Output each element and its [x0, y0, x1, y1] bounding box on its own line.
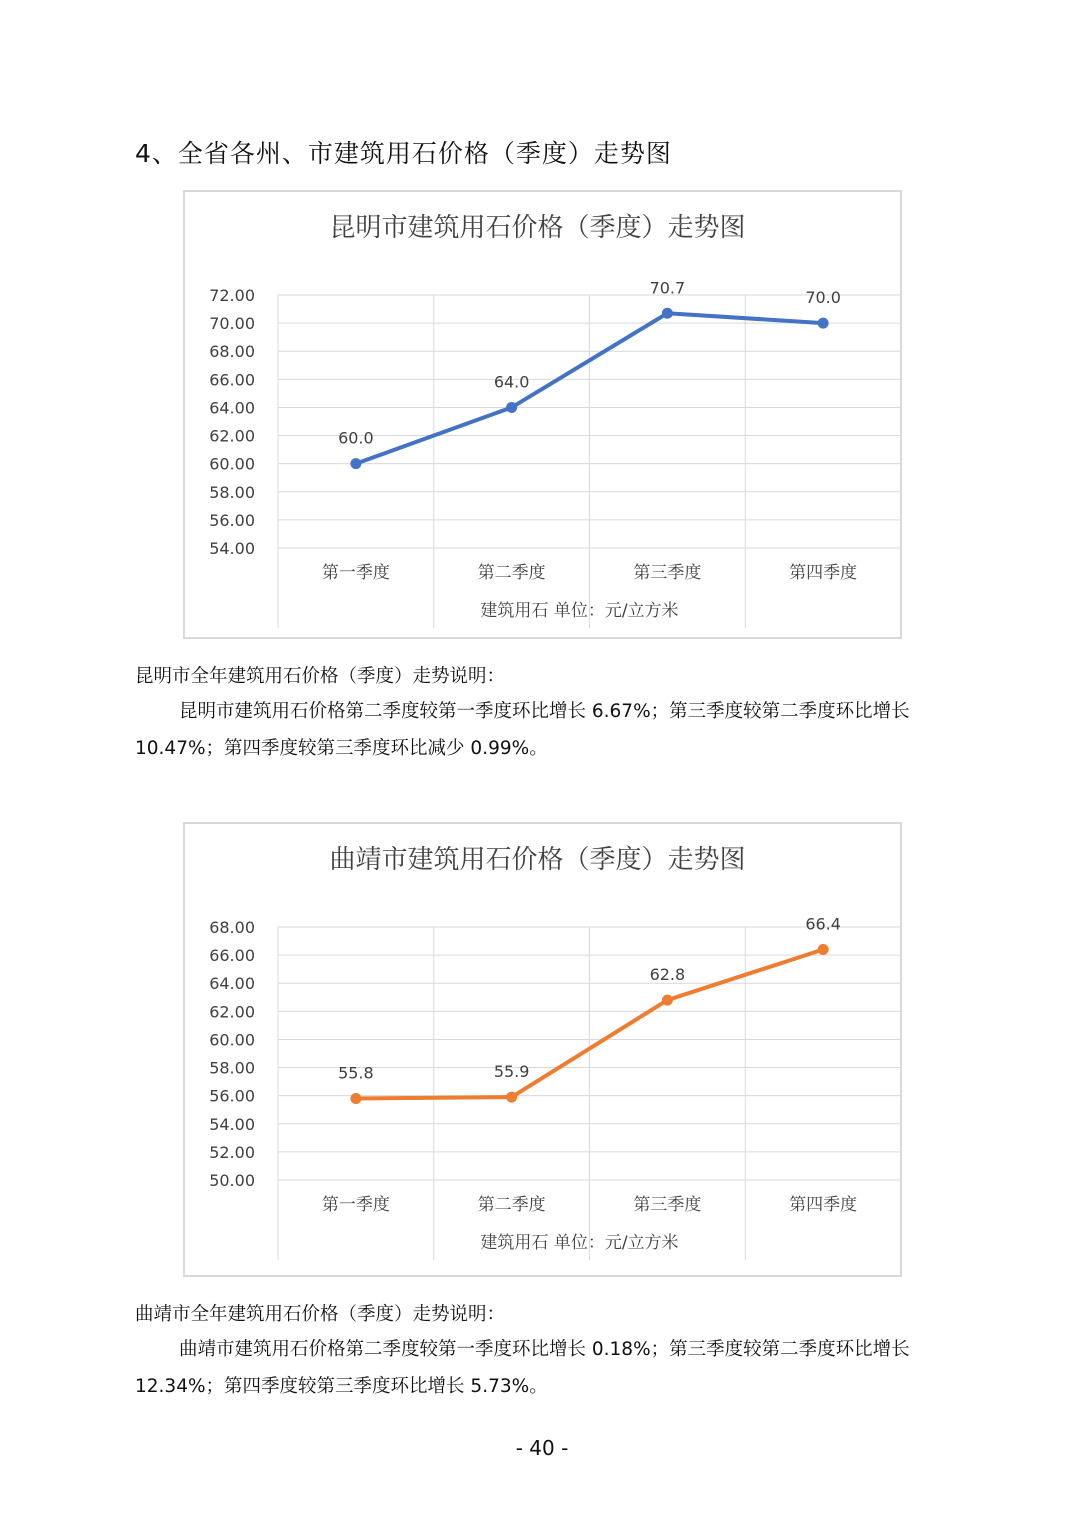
data-point [818, 944, 829, 955]
y-tick-label: 62.00 [209, 426, 255, 446]
x-tick-label: 第四季度 [789, 563, 858, 583]
kunming-note-body: 昆明市建筑用石价格第二季度较第一季度环比增长 6.67%；第三季度较第二季度环比增长 10.47%；第四季度较第三季度环比减少 0.99%。 [135, 701, 910, 759]
kunming-note-title: 昆明市全年建筑用石价格（季度）走势说明： [135, 666, 506, 687]
x-tick-label: 第二季度 [477, 1195, 546, 1215]
y-tick-label: 66.00 [209, 370, 255, 390]
x-axis-title: 建筑用石 单位：元/立方米 [480, 1233, 679, 1253]
y-tick-label: 58.00 [209, 1058, 255, 1078]
x-tick-label: 第一季度 [321, 1195, 390, 1215]
data-label: 66.4 [805, 914, 841, 934]
y-tick-label: 64.00 [209, 398, 255, 418]
data-point [350, 458, 361, 469]
chart-title: 昆明市建筑用石价格（季度）走势图 [329, 213, 746, 243]
data-point [350, 1093, 361, 1104]
page-heading: 4、全省各州、市建筑用石价格（季度）走势图 [135, 139, 672, 168]
data-label: 55.8 [338, 1063, 374, 1083]
data-label: 55.9 [493, 1062, 530, 1082]
data-label: 70.0 [805, 288, 841, 308]
y-tick-label: 68.00 [209, 918, 255, 937]
y-tick-label: 54.00 [209, 1114, 255, 1134]
x-axis-title: 建筑用石 单位：元/立方米 [480, 601, 679, 621]
data-point [662, 308, 673, 319]
chart-title: 曲靖市建筑用石价格（季度）走势图 [329, 845, 746, 875]
chart-svg [185, 192, 900, 637]
data-point [818, 318, 829, 329]
data-label: 70.7 [649, 278, 686, 298]
y-tick-label: 50.00 [209, 1171, 255, 1190]
data-point [662, 995, 673, 1006]
qujing-chart [183, 822, 902, 1277]
x-tick-label: 第三季度 [633, 1195, 702, 1215]
qujing-note-body: 曲靖市建筑用石价格第二季度较第一季度环比增长 0.18%；第三季度较第二季度环比增长 12.34%；第四季度较第三季度环比增长 5.73%。 [135, 1339, 910, 1397]
y-tick-label: 64.00 [209, 974, 255, 994]
data-label: 62.8 [649, 965, 686, 985]
y-tick-label: 56.00 [209, 510, 255, 530]
kunming-chart [183, 190, 902, 639]
y-tick-label: 70.00 [209, 314, 255, 334]
y-tick-label: 62.00 [209, 1002, 255, 1022]
qujing-note-title: 曲靖市全年建筑用石价格（季度）走势说明： [135, 1304, 506, 1325]
chart-svg [185, 824, 900, 1275]
page-number: - 40 - [515, 1436, 569, 1460]
data-point [506, 1092, 517, 1103]
x-tick-label: 第一季度 [321, 563, 390, 583]
x-tick-label: 第二季度 [477, 563, 546, 583]
y-tick-label: 72.00 [209, 286, 255, 305]
y-tick-label: 56.00 [209, 1086, 255, 1106]
y-tick-label: 58.00 [209, 482, 255, 502]
data-label: 64.0 [493, 372, 530, 392]
x-tick-label: 第三季度 [633, 563, 702, 583]
y-tick-label: 60.00 [209, 1030, 255, 1050]
y-tick-label: 66.00 [209, 946, 255, 966]
x-tick-label: 第四季度 [789, 1195, 858, 1215]
y-tick-label: 54.00 [209, 539, 255, 558]
y-tick-label: 52.00 [209, 1142, 255, 1162]
y-tick-label: 60.00 [209, 454, 255, 474]
y-tick-label: 68.00 [209, 342, 255, 362]
data-label: 60.0 [338, 428, 374, 448]
data-point [506, 402, 517, 413]
